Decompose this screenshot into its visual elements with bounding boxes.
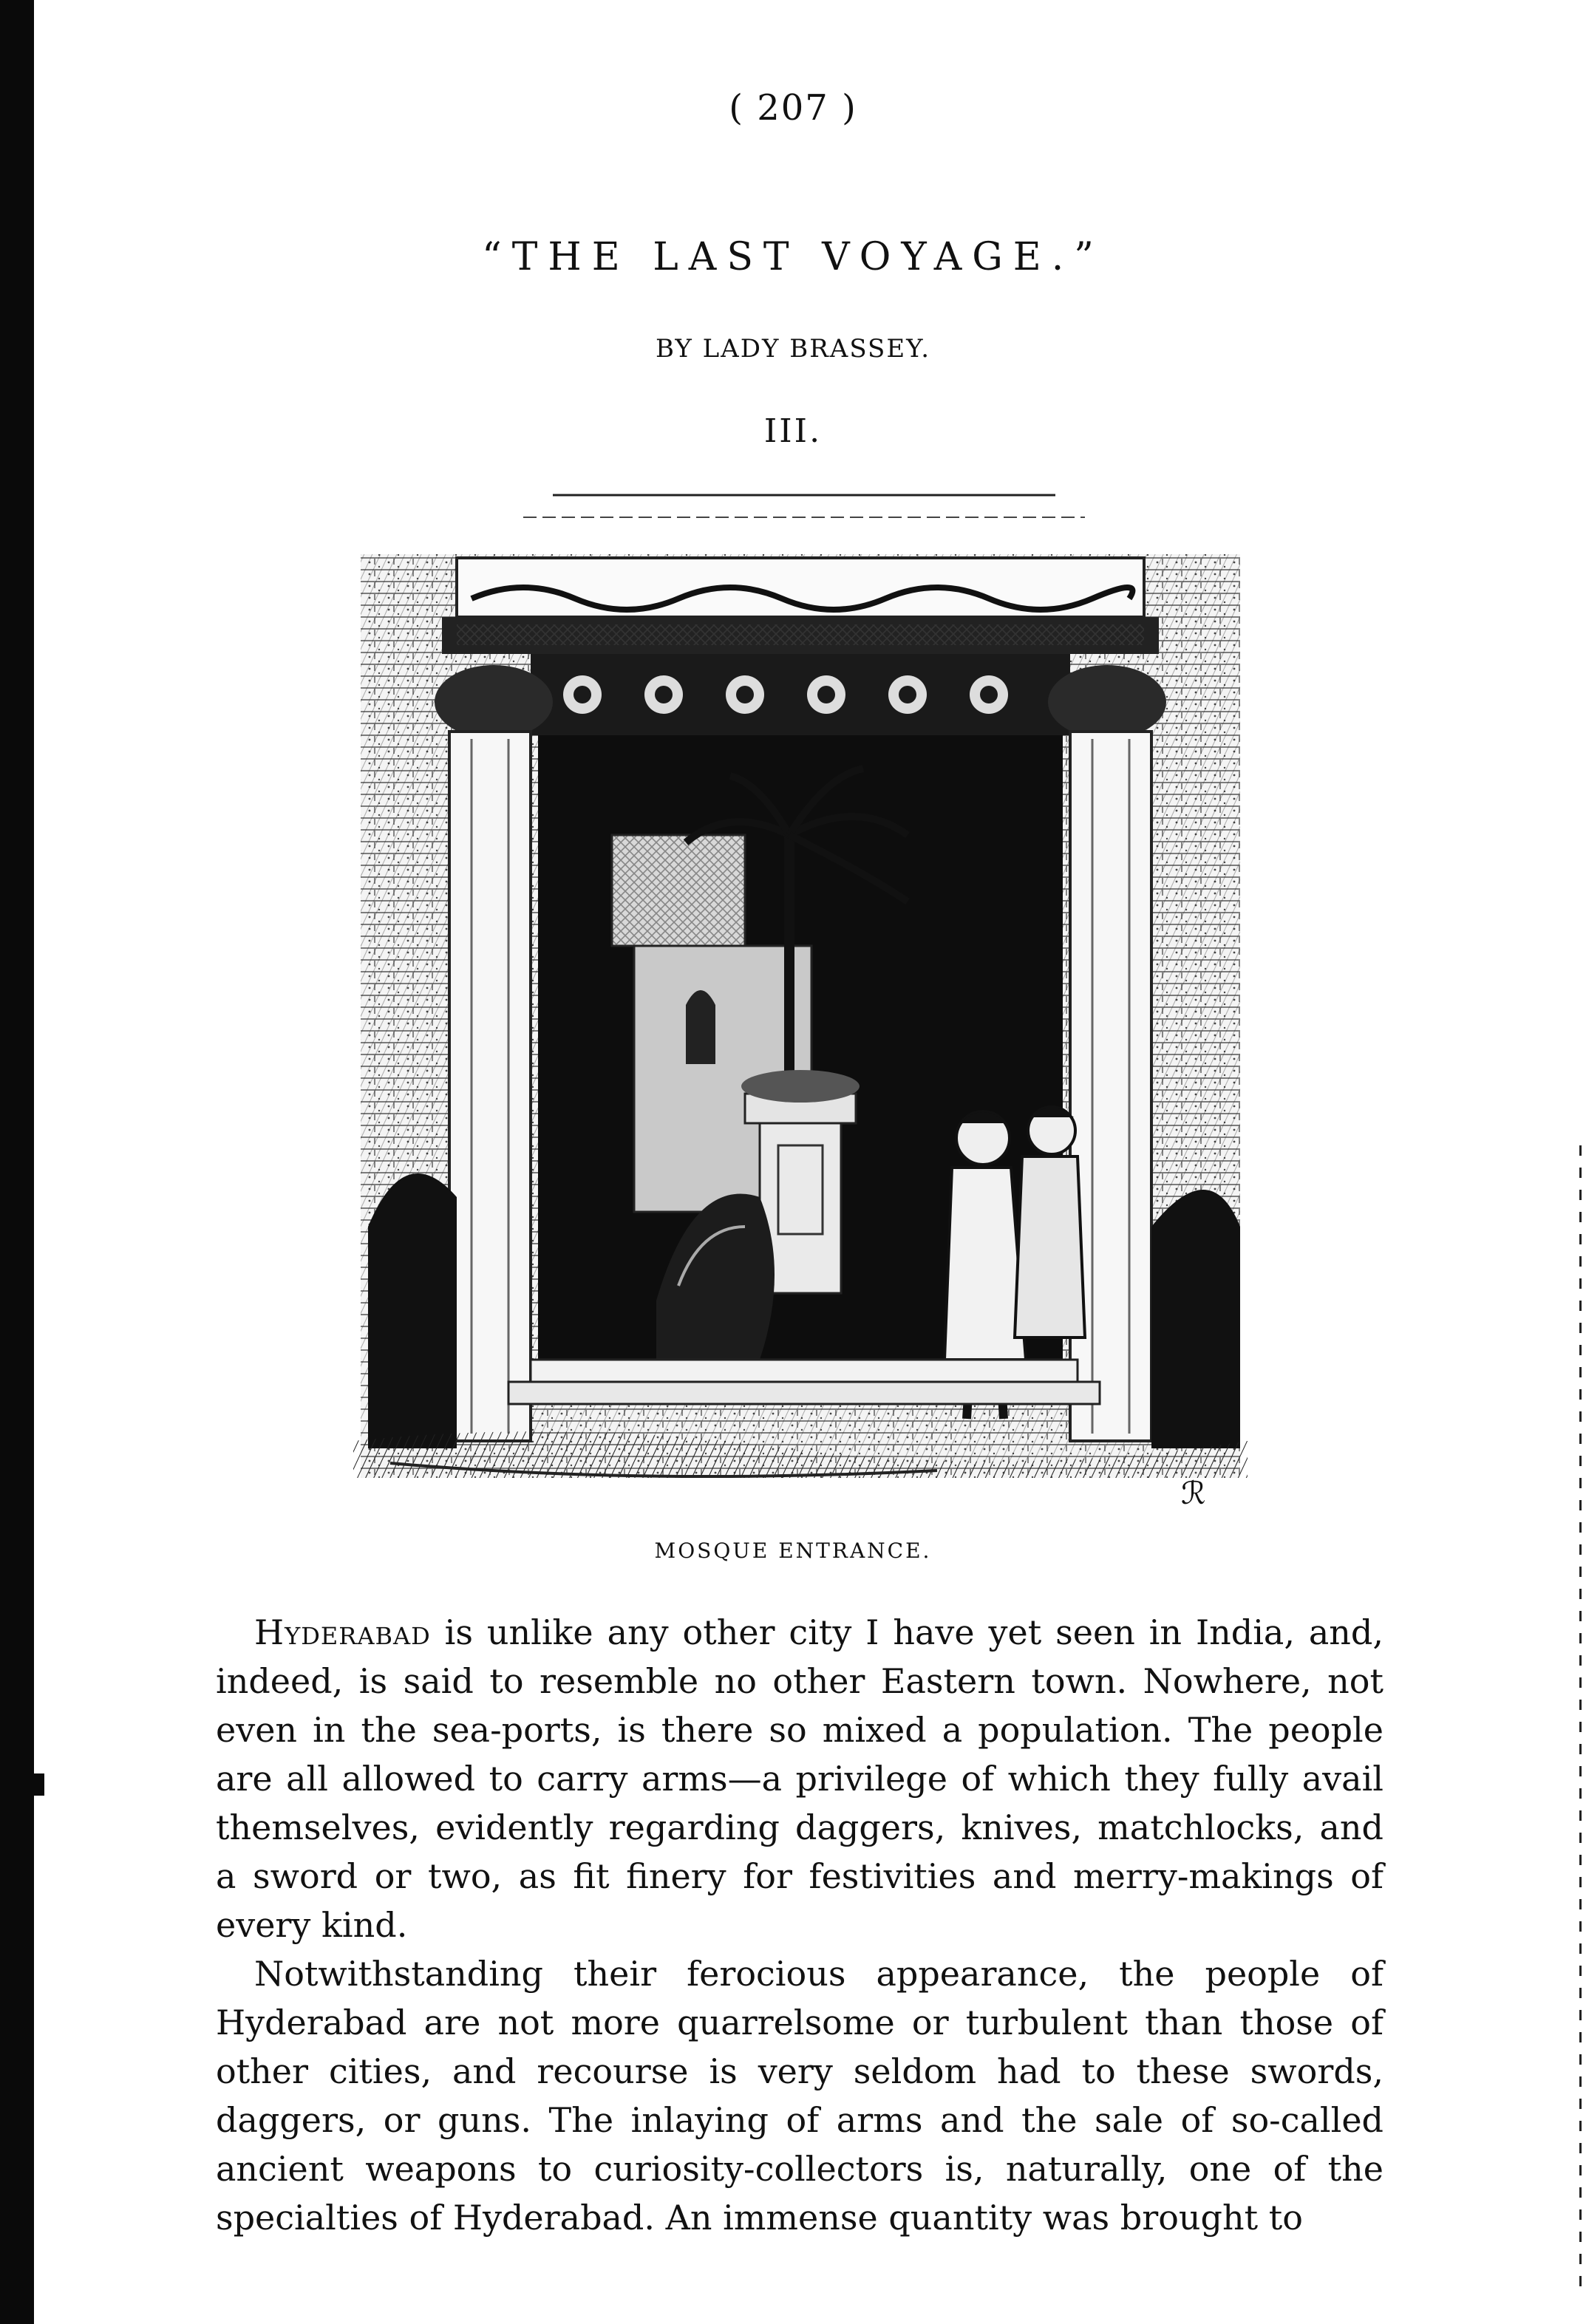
paragraph-1-lead: Hyderabad bbox=[254, 1612, 431, 1652]
article-body bbox=[216, 1608, 1384, 2242]
page-edge-mark bbox=[0, 1773, 44, 1796]
page-number: ( 207 ) bbox=[729, 87, 857, 129]
svg-text:ℛ: ℛ bbox=[1181, 1475, 1206, 1511]
paragraph-1-text: is unlike any other city I have yet seen in India, and, indeed, is said to resemble no other Eastern town. Nowhere, not even in the sea-ports, is there so mixed a population. The people are all allowed to carry arms—a privilege of which they fully avail themselves, evidently regarding daggers, knives, matchlocks, and a sword or two, as fit finery for festivities and merry-makings of every kind. bbox=[216, 1612, 1384, 1945]
paragraph-2: Notwithstanding their ferocious appearance, the people of Hyderabad are not more quarrelsome or turbulent than those of other cities, and recourse is very seldom had to these swords, daggers, or guns. The inlaying of arms and the sale of so-called ancient weapons to curiosity-collectors is, naturally, one of the specialties of Hyderabad. An immense quantity was brought to bbox=[216, 1954, 1384, 2238]
paragraph-1 bbox=[216, 1608, 1384, 1949]
article-byline: BY LADY BRASSEY. bbox=[655, 334, 931, 364]
mosque-entrance-engraving bbox=[346, 488, 1255, 1522]
article-title: “THE LAST VOYAGE.” bbox=[482, 235, 1104, 279]
page-right-edge bbox=[1579, 1145, 1582, 2298]
illustration-caption: MOSQUE ENTRANCE. bbox=[654, 1538, 932, 1563]
article-part-number: III. bbox=[763, 412, 823, 450]
